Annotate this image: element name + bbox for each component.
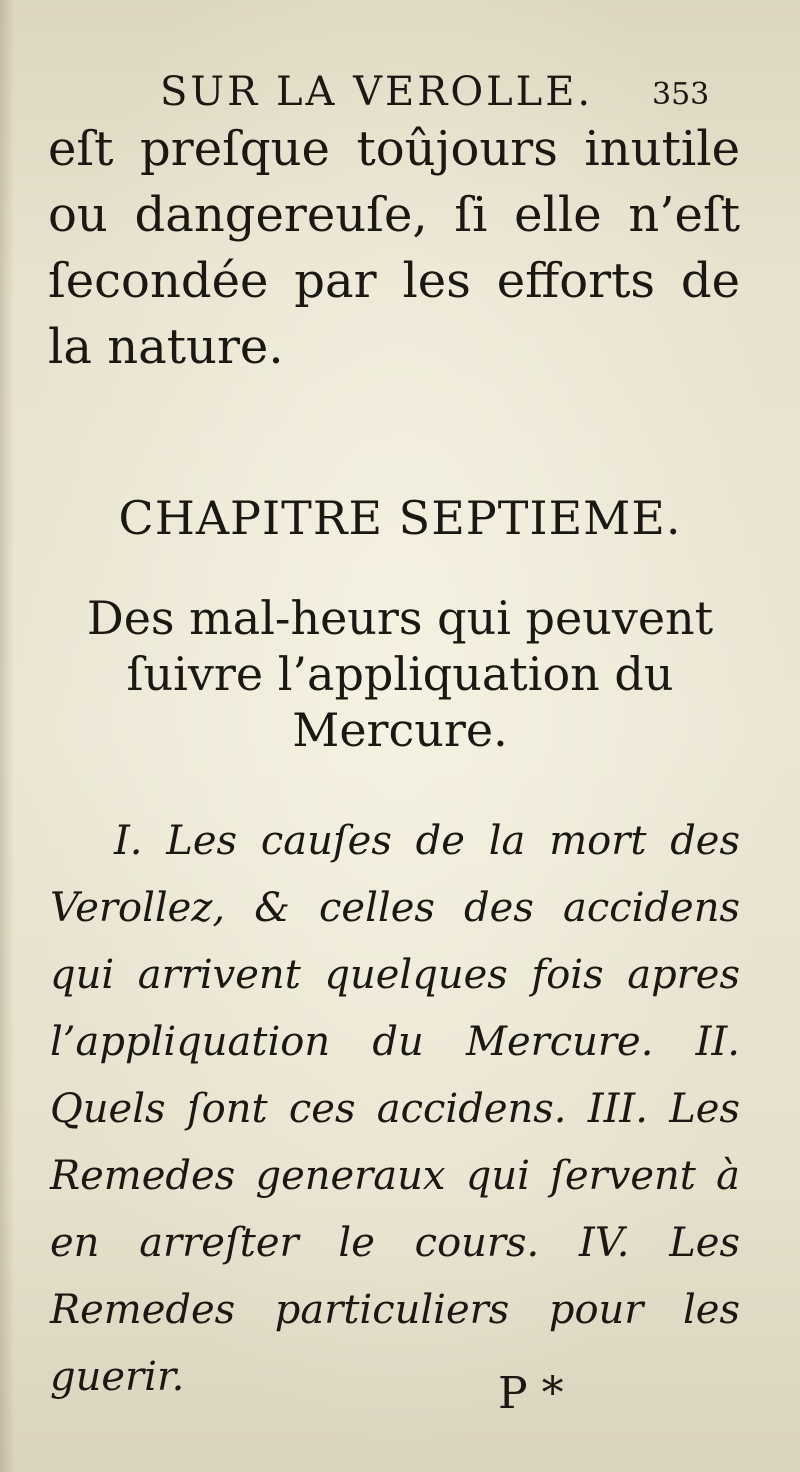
chapter-summary: I. Les cauſes de la mort des Verollez, & celles des accidens qui arrivent quelques fois apres l’appliquation du Mercure. II. Quels ſont ces accidens. III. Les Remedes generaux qui ſervent à en arreſter le cours. IV. Les Remedes particuliers pour les guerir.: [50, 818, 740, 1400]
running-head-title: SUR LA VEROLLE.: [160, 69, 594, 115]
body-paragraph-end: eſt preſque toûjours inutile ou dangereuſe, ſi elle n’eſt ſecondée par les efforts de la nature.: [48, 121, 740, 375]
chapter-subtitle-line: ſuivre l’appliquation du: [126, 647, 674, 701]
chapter-title: CHAPITRE SEPTIEME.: [118, 491, 682, 545]
catchword-signature: P *: [498, 1368, 564, 1419]
page-number: 353: [652, 77, 710, 112]
chapter-subtitle: [40, 590, 760, 758]
chapter-subtitle-line: Mercure.: [292, 703, 508, 757]
chapter-subtitle-line: Des mal-heurs qui peuvent: [86, 591, 714, 645]
